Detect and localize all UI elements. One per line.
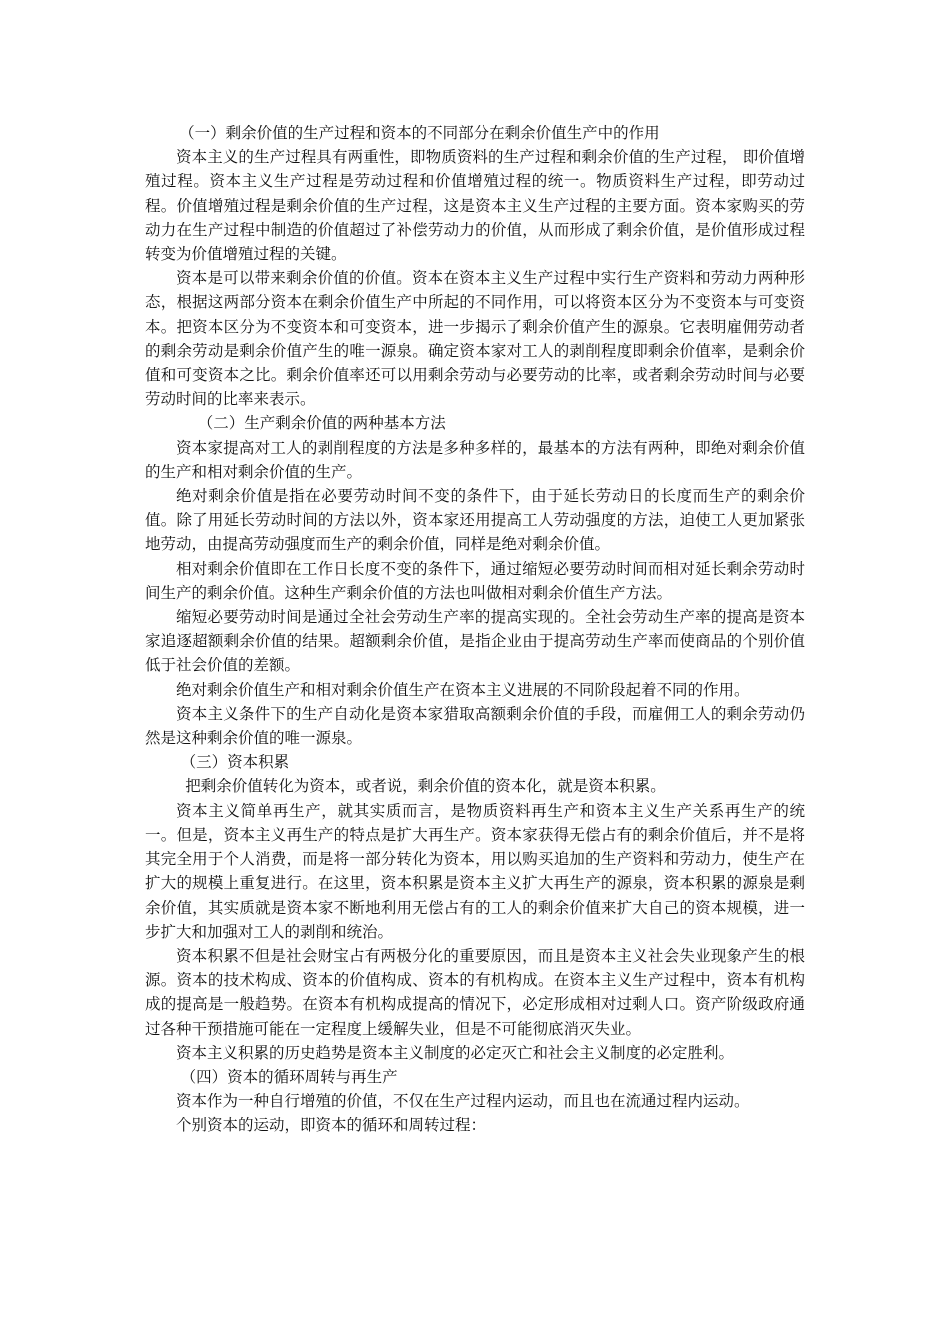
paragraph: 资本是可以带来剩余价值的价值。资本在资本主义生产过程中实行生产资料和劳动力两种形态，根据这两部分资本在剩余价值生产中所起的不同作用，可以将资本区分为不变资本与可变资本。把资本区分为不变资本和可变资本，进一步揭示了剩余价值产生的源泉。它表明雇佣劳动者的剩余劳动是剩余价值产生的唯一源泉。确定资本家对工人的剥削程度即剩余价值率，是剩余价值和可变资本之比。剩余价值率还可以用剩余劳动与必要劳动的比率，或者剩余劳动时间与必要劳动时间的比率来表示。: [145, 269, 805, 409]
paragraph: 个别资本的运动，即资本的循环和周转过程：: [176, 1116, 487, 1135]
paragraph: 资本家提高对工人的剥削程度的方法是多种多样的，最基本的方法有两种，即绝对剩余价值的生产和相对剩余价值的生产。: [145, 438, 805, 481]
paragraph: 缩短必要劳动时间是通过全社会劳动生产率的提高实现的。全社会劳动生产率的提高是资本家追逐超额剩余价值的结果。超额剩余价值，是指企业由于提高劳动生产率而使商品的个别价值低于社会价值的差额。: [145, 608, 805, 675]
paragraph: 绝对剩余价值是指在必要劳动时间不变的条件下，由于延长劳动日的长度而生产的剩余价值。除了用延长劳动时间的方法以外，资本家还用提高工人劳动强度的方法，迫使工人更加紧张地劳动，由提高劳动强度而生产的剩余价值，同样是绝对剩余价值。: [145, 487, 805, 554]
section-heading-3: （三）资本积累: [180, 753, 290, 772]
paragraph: 资本主义简单再生产，就其实质而言，是物质资料再生产和资本主义生产关系再生产的统一。但是，资本主义再生产的特点是扩大再生产。资本家获得无偿占有的剩余价值后，并不是将其完全用于个人消费，而是将一部分转化为资本，用以购买追加的生产资料和劳动力，使生产在扩大的规模上重复进行。在这里，资本积累是资本主义扩大再生产的源泉，资本积累的源泉是剩余价值，其实质就是资本家不断地利用无偿占有的工人的剩余价值来扩大自己的资本规模，进一步扩大和加强对工人的剥削和统治。: [145, 801, 805, 941]
section-heading-1: （一）剩余价值的生产过程和资本的不同部分在剩余价值生产中的作用: [179, 124, 660, 142]
section-heading-4: （四）资本的循环周转与再生产: [180, 1067, 398, 1086]
section-heading-2: （二）生产剩余价值的两种基本方法: [197, 414, 446, 433]
paragraph: 绝对剩余价值生产和相对剩余价值生产在资本主义进展的不同阶段起着不同的作用。: [176, 680, 750, 699]
paragraph: 资本主义积累的历史趋势是资本主义制度的必定灭亡和社会主义制度的必定胜利。: [176, 1043, 735, 1062]
document-body: [145, 121, 805, 1138]
paragraph: 相对剩余价值即在工作日长度不变的条件下，通过缩短必要劳动时间而相对延长剩余劳动时间生产的剩余价值。这种生产剩余价值的方法也叫做相对剩余价值生产方法。: [145, 559, 805, 602]
paragraph: 资本作为一种自行增殖的价值，不仅在生产过程内运动，而且也在流通过程内运动。: [176, 1092, 750, 1111]
paragraph: 资本主义的生产过程具有两重性，即物质资料的生产过程和剩余价值的生产过程， 即价值增殖过程。资本主义生产过程是劳动过程和价值增殖过程的统一。物质资料生产过程，即劳动过程。价值增殖过程是剩余价值的生产过程，这是资本主义生产过程的主要方面。资本家购买的劳动力在生产过程中制造的价值超过了补偿劳动力的价值，从而形成了剩余价值，是价值形成过程转变为价值增殖过程的关键。: [145, 148, 805, 264]
paragraph: 把剩余价值转化为资本，或者说，剩余价值的资本化，就是资本积累。: [185, 777, 666, 796]
paragraph: 资本主义条件下的生产自动化是资本家猎取高额剩余价值的手段，而雇佣工人的剩余劳动仍然是这种剩余价值的唯一源泉。: [145, 704, 805, 748]
paragraph: 资本积累不但是社会财宝占有两极分化的重要原因，而且是资本主义社会失业现象产生的根源。资本的技术构成、资本的价值构成、资本的有机构成。在资本主义生产过程中，资本有机构成的提高是一般趋势。在资本有机构成提高的情况下，必定形成相对过剩人口。资产阶级政府通过各种干预措施可能在一定程度上缓解失业，但是不可能彻底消灭失业。: [145, 946, 805, 1038]
